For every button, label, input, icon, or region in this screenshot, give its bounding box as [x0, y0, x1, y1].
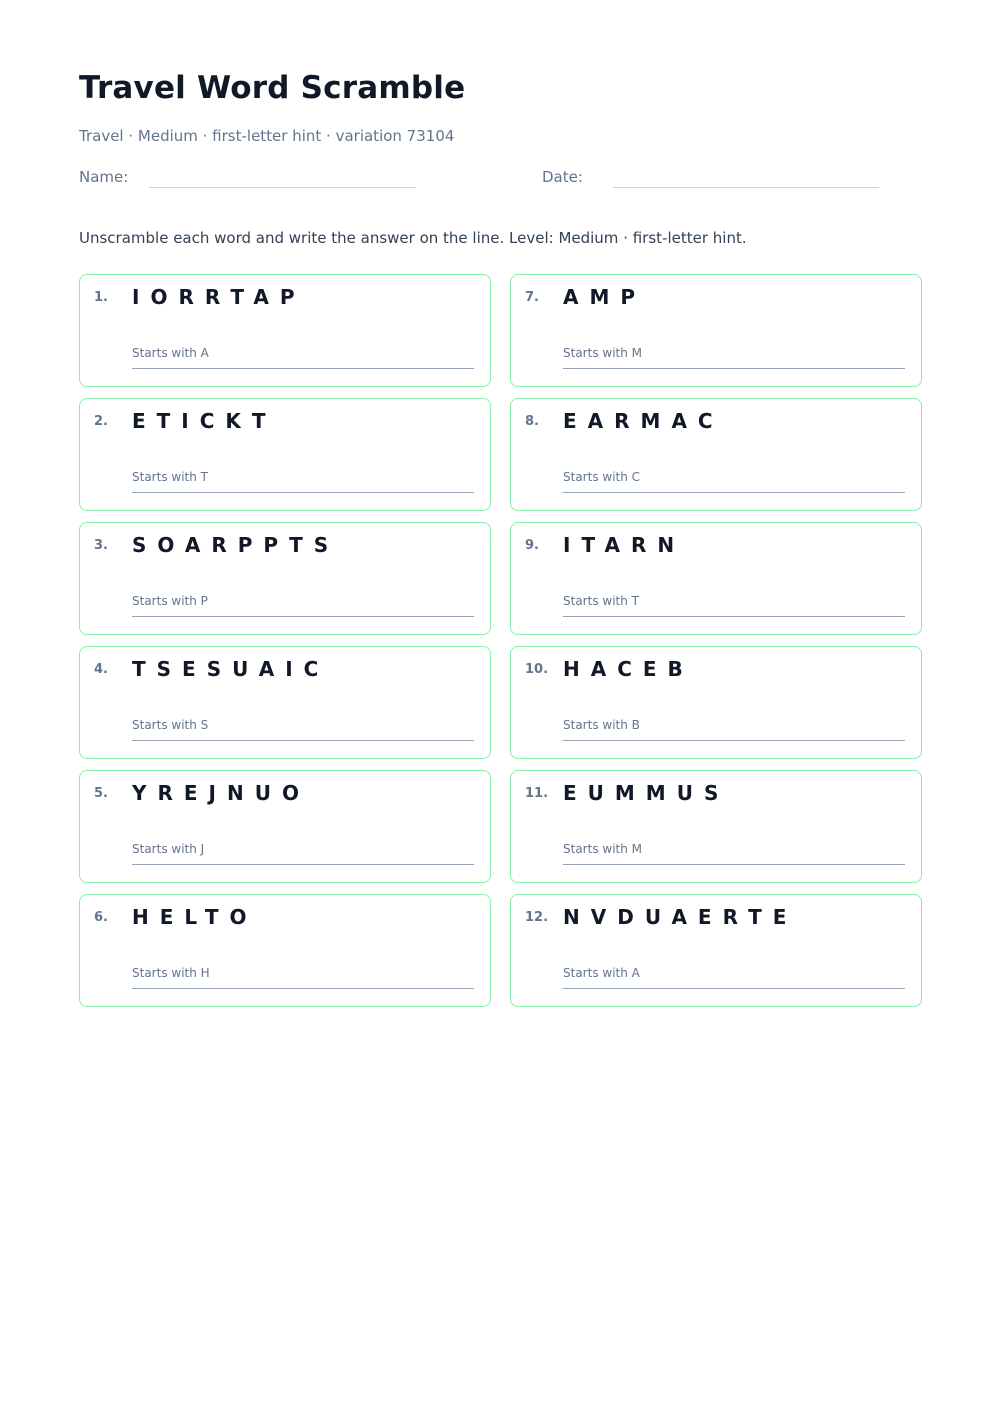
first-letter-hint: Starts with C — [563, 470, 641, 484]
first-letter-hint: Starts with A — [132, 346, 209, 360]
name-field[interactable] — [149, 187, 416, 188]
answer-line[interactable] — [563, 740, 905, 741]
first-letter-hint: Starts with J — [132, 842, 205, 856]
scrambled-word: EARMAC — [563, 409, 724, 433]
puzzle-card — [510, 398, 922, 511]
puzzle-number: 1. — [94, 290, 108, 305]
first-letter-hint: Starts with P — [132, 594, 208, 608]
first-letter-hint: Starts with T — [132, 470, 208, 484]
puzzle-number: 6. — [94, 910, 108, 925]
answer-line[interactable] — [563, 368, 905, 369]
puzzle-card — [510, 770, 922, 883]
puzzle-number: 3. — [94, 538, 108, 553]
scrambled-word: HELTO — [132, 905, 258, 929]
answer-line[interactable] — [132, 988, 474, 989]
date-field[interactable] — [613, 187, 879, 188]
instructions: Unscramble each word and write the answer on the line. Level: Medium · first-letter hint. — [79, 229, 747, 247]
puzzle-card — [79, 522, 491, 635]
scrambled-word: TSESUAIC — [132, 657, 330, 681]
answer-line[interactable] — [563, 988, 905, 989]
puzzle-number: 5. — [94, 786, 108, 801]
puzzle-number: 12. — [525, 910, 549, 925]
puzzle-number: 7. — [525, 290, 539, 305]
puzzle-card — [79, 398, 491, 511]
puzzle-card — [79, 770, 491, 883]
puzzle-number: 9. — [525, 538, 539, 553]
answer-line[interactable] — [132, 368, 474, 369]
answer-line[interactable] — [563, 864, 905, 865]
scrambled-word: IORRTAP — [132, 285, 306, 309]
scrambled-word: ETICKT — [132, 409, 277, 433]
first-letter-hint: Starts with M — [563, 346, 643, 360]
puzzle-card — [510, 274, 922, 387]
puzzle-card — [510, 522, 922, 635]
puzzle-card — [79, 274, 491, 387]
page-title: Travel Word Scramble — [79, 70, 466, 106]
first-letter-hint: Starts with H — [132, 966, 210, 980]
first-letter-hint: Starts with T — [563, 594, 639, 608]
puzzle-number: 4. — [94, 662, 108, 677]
scrambled-word: ITARN — [563, 533, 686, 557]
puzzle-card — [79, 894, 491, 1007]
first-letter-hint: Starts with M — [563, 842, 643, 856]
puzzle-number: 2. — [94, 414, 108, 429]
scrambled-word: NVDUAERTE — [563, 905, 798, 929]
scrambled-word: HACEB — [563, 657, 694, 681]
first-letter-hint: Starts with A — [563, 966, 640, 980]
date-label: Date: — [542, 168, 583, 186]
scrambled-word: EUMMUS — [563, 781, 730, 805]
answer-line[interactable] — [132, 616, 474, 617]
puzzle-card — [510, 646, 922, 759]
answer-line[interactable] — [132, 864, 474, 865]
puzzle-grid — [79, 274, 922, 1007]
puzzle-number: 8. — [525, 414, 539, 429]
name-label: Name: — [79, 168, 129, 186]
puzzle-number: 11. — [525, 786, 549, 801]
puzzle-card — [510, 894, 922, 1007]
page-subtitle: Travel · Medium · first-letter hint · variation 73104 — [79, 127, 455, 145]
first-letter-hint: Starts with B — [563, 718, 640, 732]
answer-line[interactable] — [132, 492, 474, 493]
first-letter-hint: Starts with S — [132, 718, 209, 732]
scrambled-word: SOARPPTS — [132, 533, 340, 557]
puzzle-number: 10. — [525, 662, 549, 677]
scrambled-word: AMP — [563, 285, 647, 309]
scrambled-word: YREJNUO — [132, 781, 310, 805]
puzzle-card — [79, 646, 491, 759]
answer-line[interactable] — [132, 740, 474, 741]
answer-line[interactable] — [563, 616, 905, 617]
answer-line[interactable] — [563, 492, 905, 493]
